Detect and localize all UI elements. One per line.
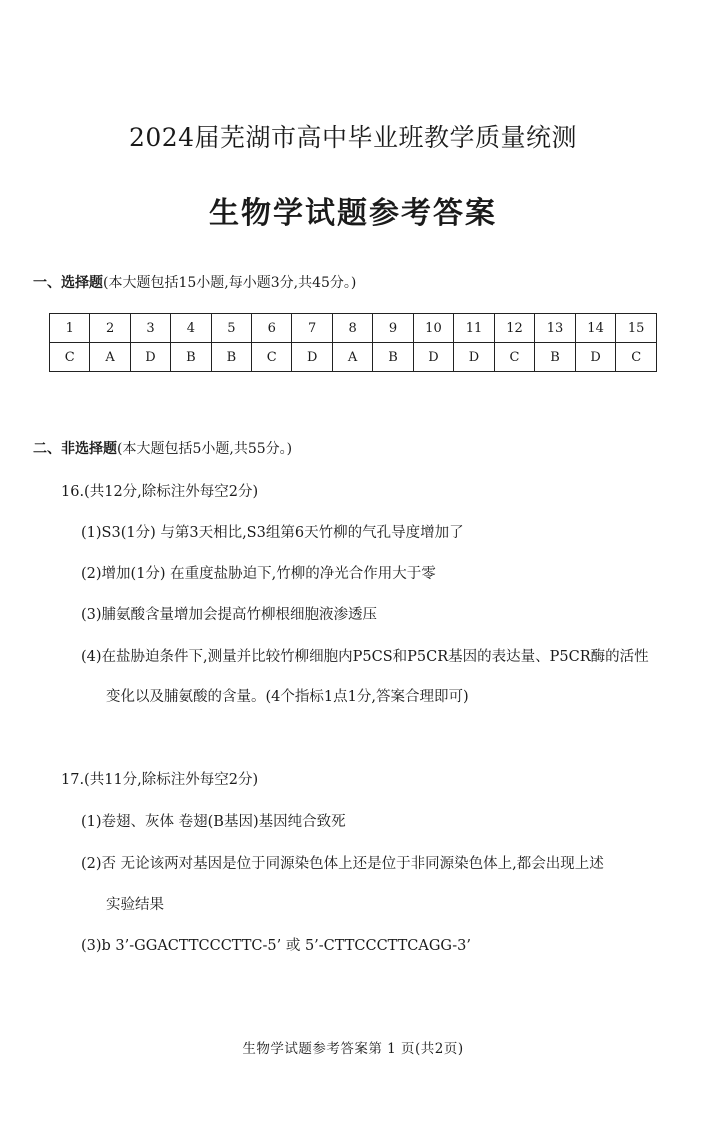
question-number: 3 [130, 314, 170, 343]
question-number: 2 [90, 314, 130, 343]
question-number: 12 [494, 314, 535, 343]
q16-answer-4: (4)在盐胁迫条件下,测量并比较竹柳细胞内P5CS和P5CR基因的表达量、P5CR酶的活性 [81, 649, 649, 665]
answer-letter: C [616, 343, 657, 372]
section1-head: 一、选择题 [33, 275, 103, 291]
question-number: 11 [454, 314, 495, 343]
page-footer: 生物学试题参考答案第 1 页(共2页) [242, 1041, 464, 1057]
q16-answer-4-continued: 变化以及脯氨酸的含量。(4个指标1点1分,答案合理即可) [106, 689, 469, 705]
answer-letter: C [50, 343, 90, 372]
answer-letter: D [292, 343, 332, 372]
answer-letter: B [535, 343, 576, 372]
section2-head: 二、非选择题 [33, 441, 117, 457]
answer-letter: B [171, 343, 211, 372]
q16-answer-3: (3)脯氨酸含量增加会提高竹柳根细胞液渗透压 [81, 607, 378, 623]
question-number: 9 [373, 314, 413, 343]
answer-letter: A [90, 343, 130, 372]
q16-answer-1: (1)S3(1分) 与第3天相比,S3组第6天竹柳的气孔导度增加了 [81, 525, 464, 541]
section1-note: (本大题包括15小题,每小题3分,共45分。) [103, 275, 357, 291]
answer-table [49, 313, 657, 372]
answer-letter: D [575, 343, 616, 372]
section1-heading [33, 272, 356, 292]
question-number: 15 [616, 314, 657, 343]
answer-letter: C [494, 343, 535, 372]
answer-letter: B [373, 343, 413, 372]
question-number: 10 [413, 314, 454, 343]
q17-answer-3: (3)b 3’-GGACTTCCCTTC-5’ 或 5’-CTTCCCTTCAGG-3’ [81, 938, 472, 954]
page-title: 2024届芜湖市高中毕业班教学质量统测 [128, 123, 578, 152]
q17-answer-2-continued: 实验结果 [106, 897, 164, 913]
answer-letter: C [252, 343, 292, 372]
answer-letter: B [211, 343, 251, 372]
question-number: 14 [575, 314, 616, 343]
answer-table-numbers-row [50, 314, 657, 343]
section2-heading [33, 438, 292, 458]
q17-header: 17.(共11分,除标注外每空2分) [61, 772, 259, 788]
question-number: 13 [535, 314, 576, 343]
section2-note: (本大题包括5小题,共55分。) [117, 441, 293, 457]
q17-answer-2: (2)否 无论该两对基因是位于同源染色体上还是位于非同源染色体上,都会出现上述 [81, 856, 604, 872]
q16-header: 16.(共12分,除标注外每空2分) [61, 484, 259, 500]
answer-letter: A [332, 343, 372, 372]
question-number: 4 [171, 314, 211, 343]
q17-answer-1: (1)卷翅、灰体 卷翅(B基因)基因纯合致死 [81, 814, 346, 830]
answer-letter: D [413, 343, 454, 372]
question-number: 6 [252, 314, 292, 343]
question-number: 1 [50, 314, 90, 343]
question-number: 7 [292, 314, 332, 343]
question-number: 5 [211, 314, 251, 343]
q16-answer-2: (2)增加(1分) 在重度盐胁迫下,竹柳的净光合作用大于零 [81, 566, 436, 582]
page-subtitle: 生物学试题参考答案 [209, 196, 497, 231]
question-number: 8 [332, 314, 372, 343]
answer-letter: D [454, 343, 495, 372]
answer-letter: D [130, 343, 170, 372]
answer-table-answers-row [50, 343, 657, 372]
